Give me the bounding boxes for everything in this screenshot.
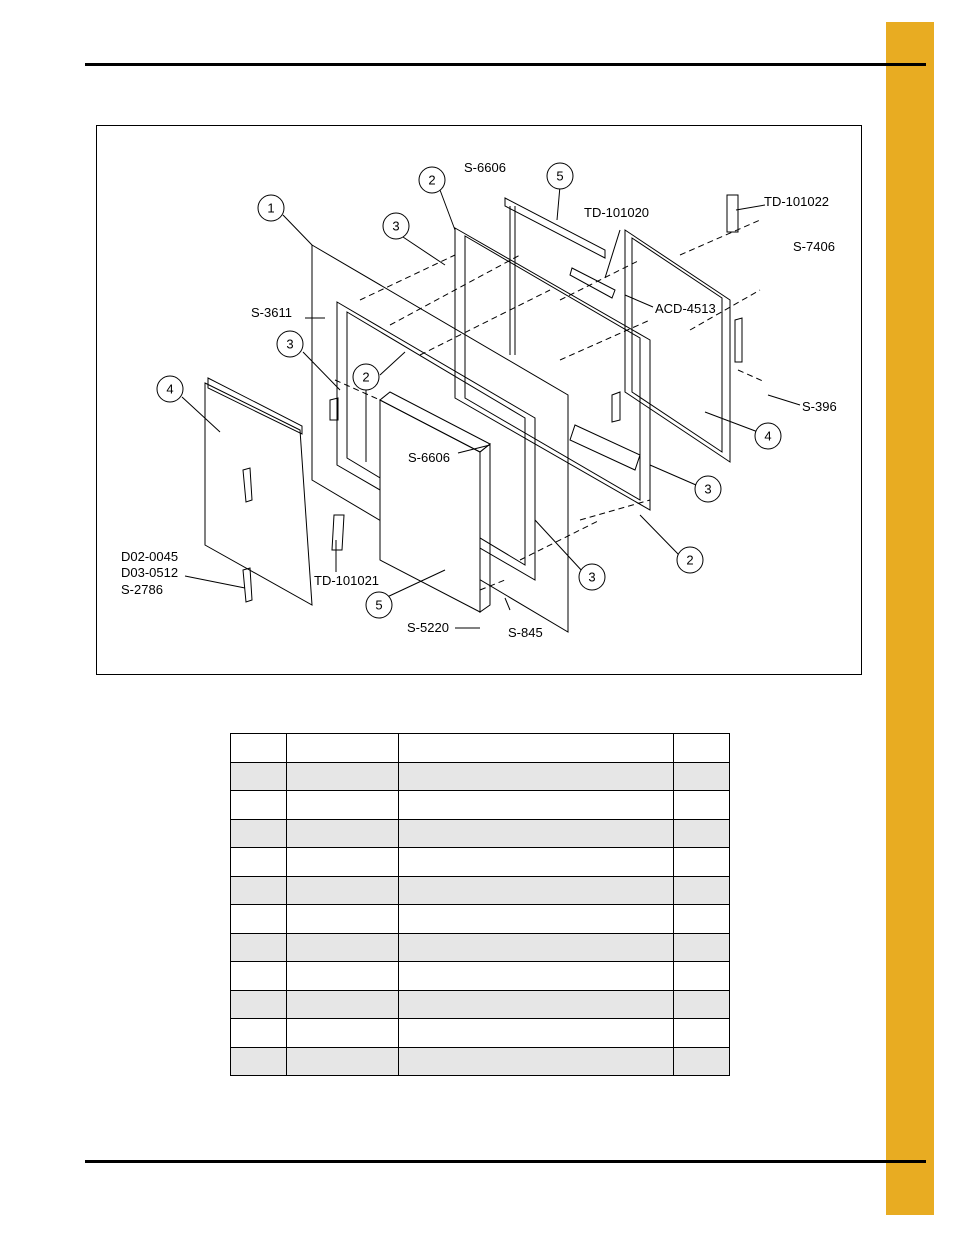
drawing-lines [205, 195, 742, 632]
footer-rule [85, 1160, 926, 1163]
callout-2-mid: 2 [362, 369, 370, 385]
table-cell [231, 734, 287, 763]
table-cell [287, 791, 399, 820]
table-cell [399, 933, 674, 962]
table-cell [399, 1047, 674, 1076]
table-cell [674, 962, 730, 991]
label-acd-4513: ACD-4513 [655, 301, 716, 316]
callout-2-top: 2 [428, 172, 436, 188]
table-cell [399, 734, 674, 763]
callout-4-left: 4 [166, 381, 174, 397]
label-d02-0045: D02-0045 [121, 549, 179, 564]
table-cell [231, 791, 287, 820]
table-cell [674, 791, 730, 820]
table-cell [231, 762, 287, 791]
parts-table-body [231, 734, 730, 1076]
table-cell [674, 933, 730, 962]
table-cell [674, 762, 730, 791]
table-cell [399, 876, 674, 905]
table-cell [674, 734, 730, 763]
callout-3-top: 3 [392, 218, 400, 234]
label-td-101021: TD-101021 [314, 573, 380, 588]
table-cell [231, 905, 287, 934]
table-row [231, 905, 730, 934]
table-cell [231, 1047, 287, 1076]
table-cell [399, 1019, 674, 1048]
table-cell [399, 905, 674, 934]
table-row [231, 1019, 730, 1048]
table-row [231, 933, 730, 962]
table-cell [399, 762, 674, 791]
table-cell [231, 1019, 287, 1048]
label-s-2786: S-2786 [121, 582, 163, 597]
label-d03-0512: D03-0512 [121, 565, 179, 580]
table-cell [287, 734, 399, 763]
label-s-7406: S-7406 [793, 239, 835, 254]
label-s-845: S-845 [508, 625, 543, 640]
callout-3-right: 3 [704, 481, 712, 497]
table-row [231, 876, 730, 905]
table-row [231, 848, 730, 877]
table-cell [287, 876, 399, 905]
table-cell [231, 962, 287, 991]
table-cell [231, 819, 287, 848]
label-s-396: S-396 [802, 399, 837, 414]
table-cell [231, 990, 287, 1019]
callout-5-top: 5 [556, 168, 564, 184]
table-row [231, 762, 730, 791]
table-row [231, 990, 730, 1019]
label-td-101020: TD-101020 [584, 205, 650, 220]
table-row [231, 962, 730, 991]
table-cell [399, 791, 674, 820]
table-cell [287, 819, 399, 848]
label-s-6606-top: S-6606 [464, 160, 506, 175]
table-cell [287, 933, 399, 962]
label-td-101022: TD-101022 [764, 194, 830, 209]
table-row [231, 791, 730, 820]
callout-3-bottom: 3 [588, 569, 596, 585]
table-row [231, 734, 730, 763]
callout-3-left: 3 [286, 336, 294, 352]
table-cell [674, 1019, 730, 1048]
table-cell [287, 962, 399, 991]
table-cell [674, 848, 730, 877]
table-cell [287, 990, 399, 1019]
table-row [231, 1047, 730, 1076]
table-cell [674, 905, 730, 934]
table-cell [287, 762, 399, 791]
table-cell [399, 819, 674, 848]
table-cell [674, 819, 730, 848]
callout-1: 1 [267, 200, 275, 216]
label-s-6606-mid: S-6606 [408, 450, 450, 465]
callout-2-right: 2 [686, 552, 694, 568]
table-cell [399, 990, 674, 1019]
label-s-5220: S-5220 [407, 620, 449, 635]
table-cell [674, 876, 730, 905]
table-cell [674, 1047, 730, 1076]
label-s-3611: S-3611 [251, 305, 292, 320]
callout-5-bottom: 5 [375, 597, 383, 613]
table-row [231, 819, 730, 848]
table-cell [399, 962, 674, 991]
callout-4-right: 4 [764, 428, 772, 444]
table-cell [287, 905, 399, 934]
table-cell [287, 1047, 399, 1076]
table-cell [231, 848, 287, 877]
table-cell [231, 933, 287, 962]
table-cell [231, 876, 287, 905]
table-cell [287, 1019, 399, 1048]
table-cell [674, 990, 730, 1019]
table-cell [287, 848, 399, 877]
parts-list-table [230, 733, 730, 1076]
table-cell [399, 848, 674, 877]
